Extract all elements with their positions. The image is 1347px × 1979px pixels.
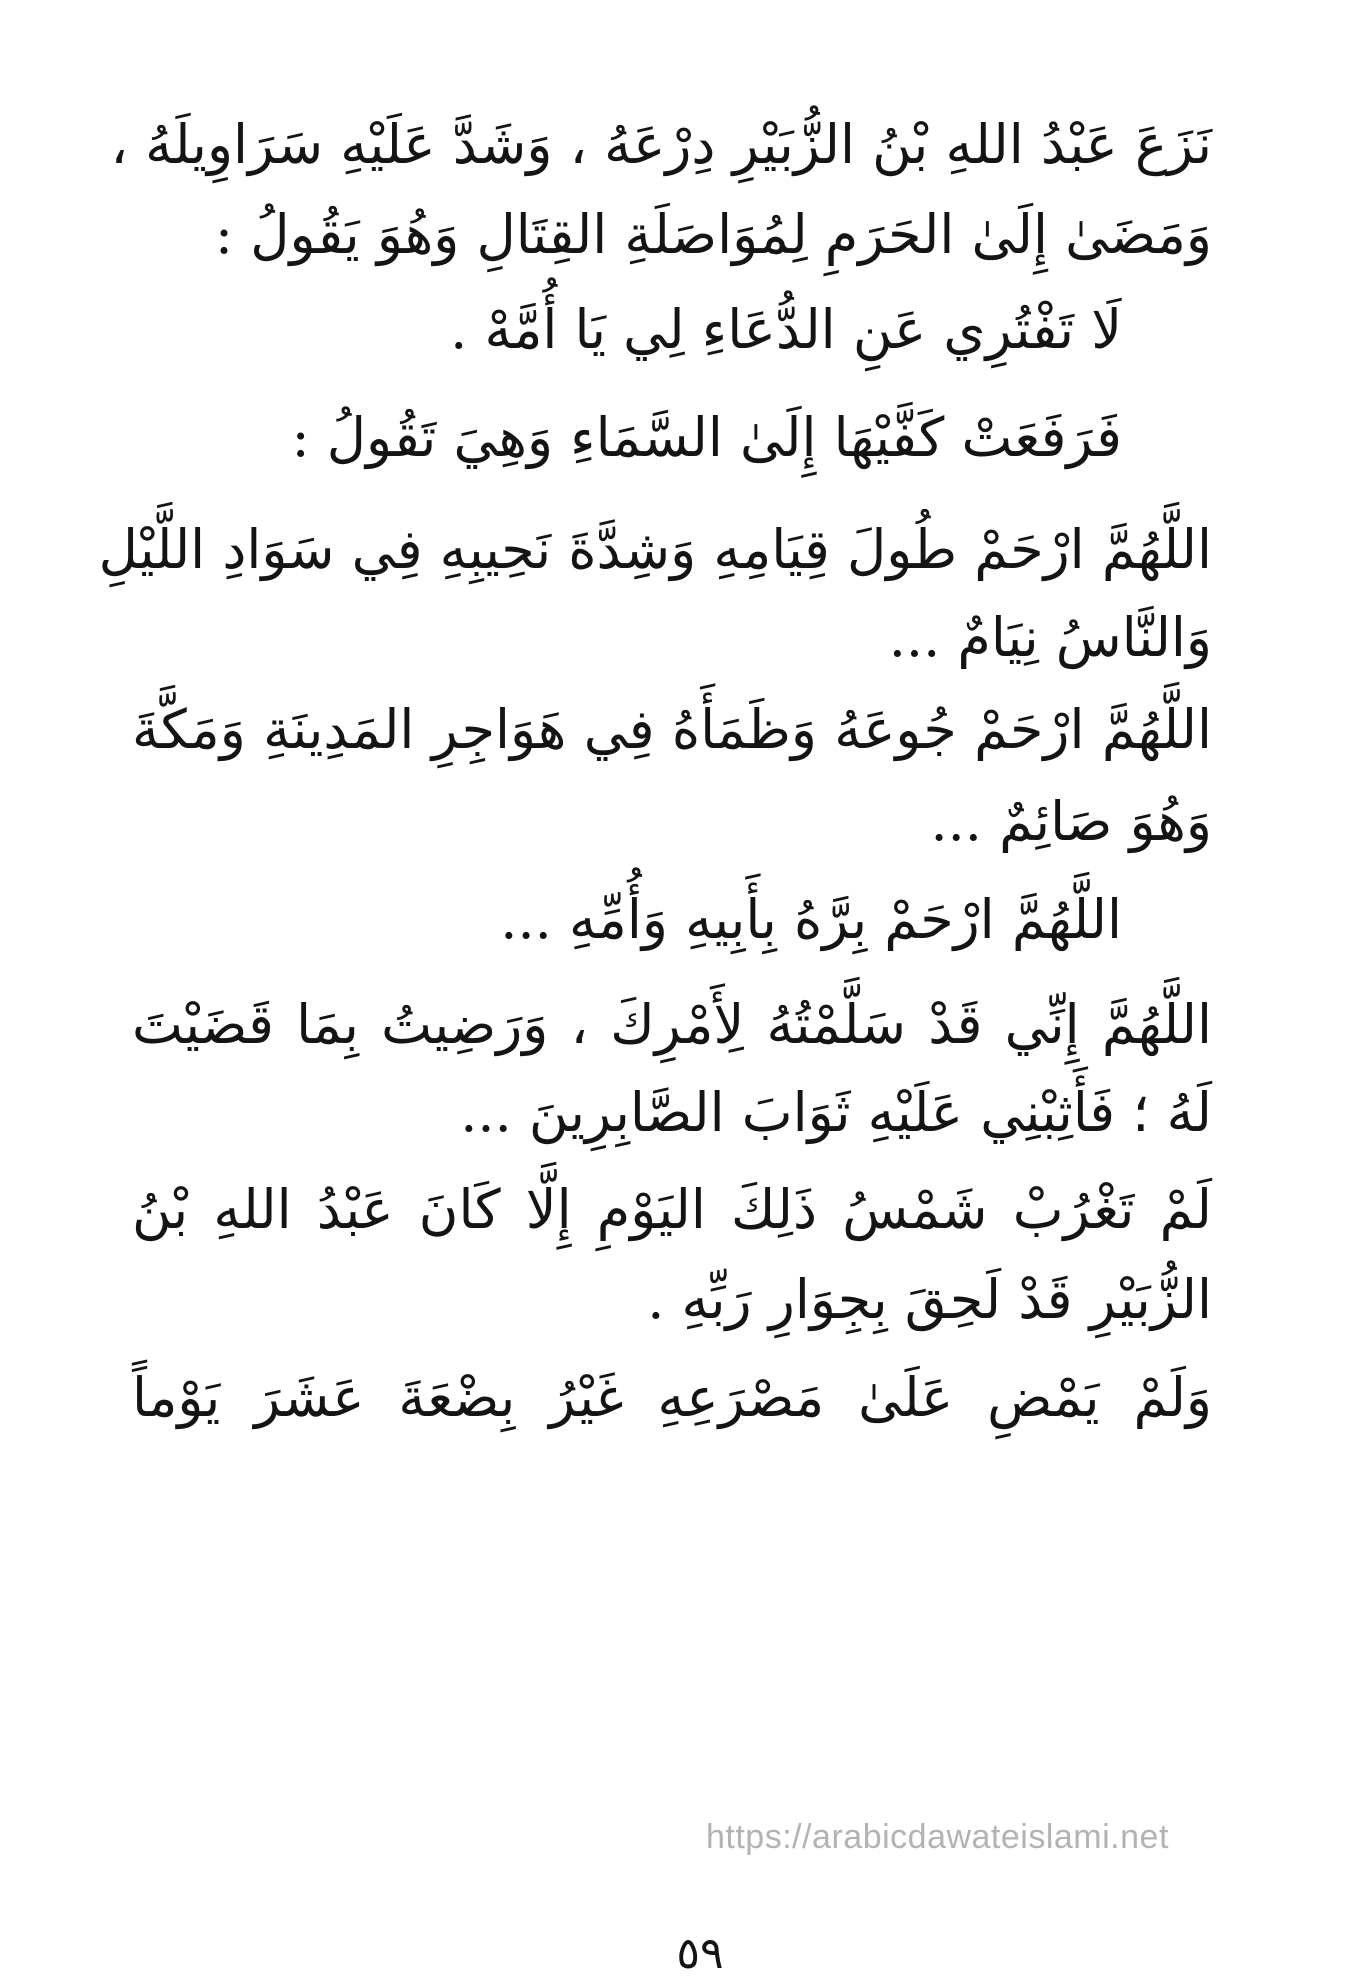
text-line: الزُّبَيْرِ قَدْ لَحِقَ بِجِوَارِ رَبِّهِ . bbox=[647, 1268, 1212, 1331]
text-line: وَمَضَىٰ إِلَىٰ الحَرَمِ لِمُوَاصَلَةِ القِتَالِ وَهُوَ يَقُولُ : bbox=[214, 203, 1212, 266]
text-line: لَهُ ؛ فَأَثِبْنِي عَلَيْهِ ثَوَابَ الصَّابِرِينَ ... bbox=[460, 1081, 1212, 1144]
text-line: لَا تَفْتُرِي عَنِ الدُّعَاءِ لِي يَا أُمَّهْ . bbox=[450, 298, 1122, 361]
watermark-url: https://arabicdawateislami.net bbox=[706, 1818, 1169, 1856]
text-line: لَمْ تَغْرُبْ شَمْسُ ذَلِكَ اليَوْمِ إِلَّا كَانَ عَبْدُ اللهِ بْنُ bbox=[132, 1178, 1212, 1241]
page-number: ٥٩ bbox=[676, 1928, 724, 1979]
text-line: نَزَعَ عَبْدُ اللهِ بْنُ الزُّبَيْرِ دِرْعَهُ ، وَشَدَّ عَلَيْهِ سَرَاوِيلَهُ ، bbox=[110, 113, 1212, 176]
text-line: فَرَفَعَتْ كَفَّيْهَا إِلَىٰ السَّمَاءِ وَهِيَ تَقُولُ : bbox=[291, 406, 1122, 469]
text-line: اللَّهُمَّ ارْحَمْ بِرَّهُ بِأَبِيهِ وَأُمِّهِ ... bbox=[500, 888, 1122, 951]
text-line: اللَّهُمَّ ارْحَمْ جُوعَهُ وَظَمَأَهُ فِي هَوَاجِرِ المَدِينَةِ وَمَكَّةَ bbox=[132, 698, 1212, 761]
text-line: وَالنَّاسُ نِيَامٌ ... bbox=[888, 606, 1212, 669]
text-line: اللَّهُمَّ إِنِّي قَدْ سَلَّمْتُهُ لِأَمْرِكَ ، وَرَضِيتُ بِمَا قَضَيْتَ bbox=[132, 993, 1212, 1056]
text-line: اللَّهُمَّ ارْحَمْ طُولَ قِيَامِهِ وَشِدَّةَ نَحِيبِهِ فِي سَوَادِ اللَّيْلِ bbox=[98, 518, 1212, 581]
text-line: وَلَمْ يَمْضِ عَلَىٰ مَصْرَعِهِ غَيْرُ بِضْعَةَ عَشَرَ يَوْماً bbox=[132, 1366, 1212, 1429]
text-line: وَهُوَ صَائِمٌ ... bbox=[930, 790, 1212, 853]
